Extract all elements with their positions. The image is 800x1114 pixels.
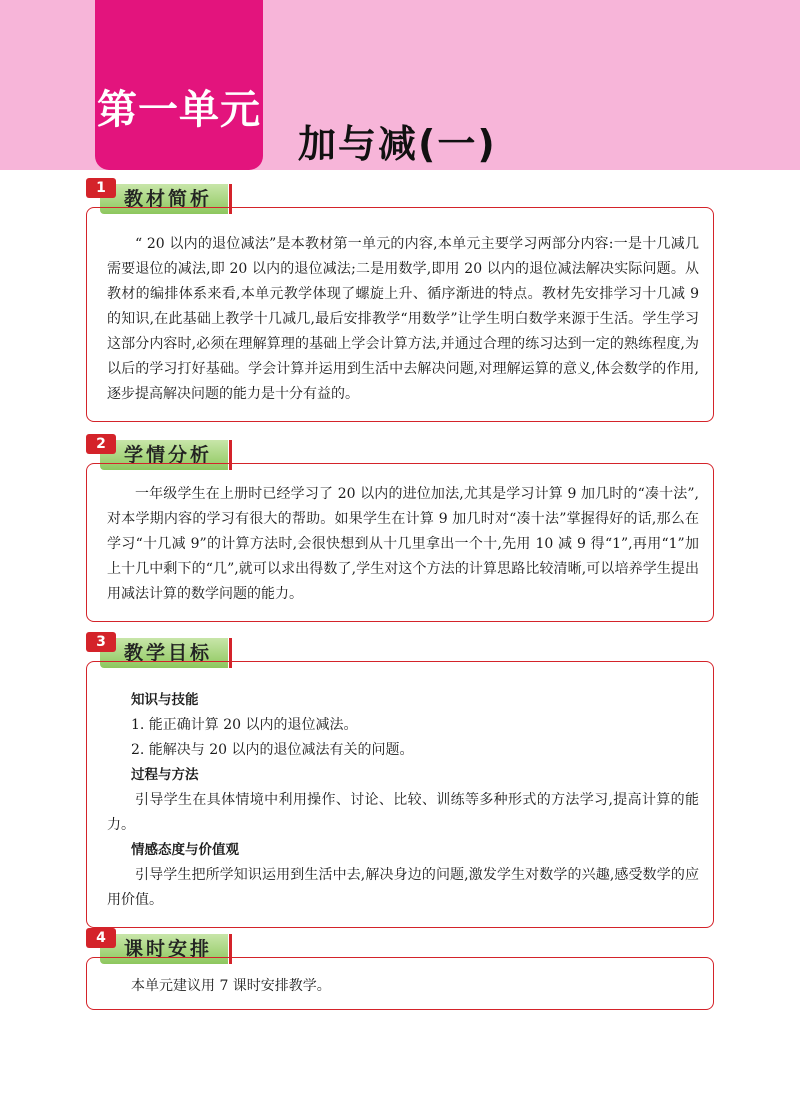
- paragraph: 引导学生把所学知识运用到生活中去,解决身边的问题,激发学生对数学的兴趣,感受数学的应用价值。: [107, 867, 699, 908]
- section-body: [86, 661, 714, 928]
- section-teaching-goals: [86, 632, 714, 928]
- section-label: 教学目标: [100, 638, 228, 668]
- section-label: 课时安排: [100, 934, 228, 964]
- section-body: [86, 207, 714, 422]
- paragraph: 一年级学生在上册时已经学习了 20 以内的进位加法,尤其是学习计算 9 加几时的“凑十法”,对本学期内容的学习有很大的帮助。如果学生在计算 9 加几时对“凑十法”掌握得好的话,那么在学习“十几减 9”的计算方法时,会很快想到从十几里拿出一个十,先用 10 减 9 得“1”,再用“1”加上十几中剩下的“几”,就可以求出得数了,学生对这个方法的计算思路比较清晰,可以培养学生提出用减法计算的数学问题的能力。: [107, 486, 699, 602]
- paragraph: “ 20 以内的退位减法”是本教材第一单元的内容,本单元主要学习两部分内容:一是十几减几需要退位的减法,即 20 以内的退位减法;二是用数学,即用 20 以内的退位减法解决实际问题。从教材的编排体系来看,本单元教学体现了螺旋上升、循序渐进的特点。教材先安排学习十几减 9 的知识,在此基础上教学十几减几,最后安排教学“用数学”让学生明白数学来源于生活。学生学习这部分内容时,必须在理解算理的基础上学会计算方法,并通过合理的练习达到一定的熟练程度,为以后的学习打好基础。学会计算并运用到生活中去解决问题,对理解运算的意义,体会数学的作用,逐步提高解决问题的能力是十分有益的。: [107, 236, 699, 402]
- unit-title: 加与减(一): [298, 122, 497, 166]
- goal-item: 1. 能正确计算 20 以内的退位减法。: [131, 717, 358, 733]
- section-body: [86, 463, 714, 622]
- section-student-analysis: [86, 434, 714, 622]
- section-number: 1: [86, 178, 116, 198]
- paragraph: 本单元建议用 7 课时安排教学。: [131, 978, 331, 994]
- section-number: 4: [86, 928, 116, 948]
- section-label: 教材简析: [100, 184, 228, 214]
- section-label: 学情分析: [100, 440, 228, 470]
- subheading-emotion: 情感态度与价值观: [131, 842, 239, 858]
- goal-item: 2. 能解决与 20 以内的退位减法有关的问题。: [131, 742, 414, 758]
- unit-label: 第一单元: [97, 87, 261, 133]
- section-textbook-analysis: [86, 178, 714, 422]
- paragraph: 引导学生在具体情境中利用操作、讨论、比较、训练等多种形式的方法学习,提高计算的能力。: [107, 792, 699, 833]
- section-lesson-schedule: [86, 928, 714, 1010]
- section-body: [86, 957, 714, 1010]
- subheading-knowledge: 知识与技能: [131, 692, 199, 708]
- section-number: 2: [86, 434, 116, 454]
- subheading-process: 过程与方法: [131, 767, 199, 783]
- section-number: 3: [86, 632, 116, 652]
